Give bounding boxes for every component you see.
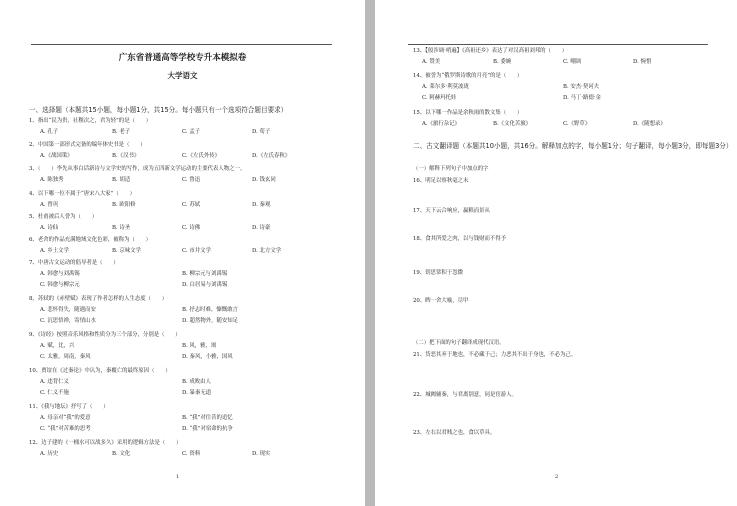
subsection-1: （一）解释下列句子中加点的字 [413, 166, 489, 172]
page-number: 2 [555, 474, 559, 480]
option-d: D. “我”对宿命的抗争 [182, 426, 233, 432]
question-stem: 11、《我与地坛》抒写了（ ） [29, 404, 109, 410]
option-b: B. 欧阳修 [112, 202, 136, 208]
option-c: C. 太雅，周南，秦风 [40, 354, 91, 360]
option-b: B. 京味文学 [112, 248, 141, 254]
header-rule [408, 44, 708, 45]
option-b: B. 柳宗元与刘禹锡 [182, 271, 228, 277]
translation-item: 16、明足以察秋毫之末 [413, 178, 469, 184]
option-a: A. 违背仁义 [40, 379, 69, 385]
question-stem: 13、【般涉调·哨遍】《高祖还乡》表达了对汉高祖刘邦的（ ） [413, 48, 568, 54]
option-d: D. 钱玄同 [252, 177, 276, 183]
translation-item: 22、城阙辅秦，与君离别意，同是宦游人。 [413, 392, 517, 398]
question-stem: 7、中唐古文运动的倡导者是（ ） [29, 260, 119, 266]
option-a: A. 莱尔多·利莫波珑 [422, 84, 469, 90]
option-c: C. 沉思悟禅，寄情山水 [40, 318, 96, 324]
option-b: B. 成败由人 [182, 379, 211, 385]
question-stem: 3、（ ）李先从事白话新诗与文学史的写作，成为五四新文学运动的主要代表人物之一。 [29, 166, 246, 172]
translation-item: 18、食其所爱之肉，以与钱财而不得予 [413, 236, 507, 242]
option-d: D. 秦风，小雅，国风 [182, 354, 233, 360]
question-stem: 12、边子建的《一桶水可以战多久》采用的逻辑方法是（ ） [29, 440, 182, 446]
option-c: C.《野草》 [563, 121, 591, 127]
option-c: C. 韩愈与柳宗元 [40, 282, 80, 288]
section-1-heading: 一、选择题（本题共15小题，每小题1分，共15分。每小题只有一个选项符合题目要求） [29, 106, 288, 114]
option-c: C. “我”对苦难的思考 [40, 426, 91, 432]
option-c: C. 阿赫玛托娃 [422, 95, 457, 101]
option-a: A. 赋，比，兴 [40, 343, 75, 349]
option-b: B. 胡适 [112, 177, 131, 183]
question-stem: 10、贾谊在《过秦论》中认为，秦覆亡的最终原因（ ） [29, 368, 171, 374]
translation-item: 19、钥思常积于忽微 [413, 270, 463, 276]
option-b: B. 文化 [112, 451, 131, 457]
option-b: B. 风，雅，颂 [182, 343, 217, 349]
page-number: 1 [176, 474, 180, 480]
option-a: A. 乡土文学 [40, 248, 69, 254]
option-a: A. 历史 [40, 451, 59, 457]
option-c: C. 苏轼 [182, 202, 201, 208]
section-2-heading: 二、古文翻译题（本题共10小题，共16分。解释加点的字，每小题1分；句子翻译，每小题3分，即每题3分） [413, 142, 733, 150]
option-a: A. 母亲对“我”的爱意 [40, 415, 91, 421]
option-d: D. 暴秦无道 [182, 390, 212, 396]
option-d: D. 惋惜 [633, 59, 652, 65]
option-b: B. 诗圣 [112, 225, 131, 231]
page-1 [0, 0, 365, 506]
option-d: D. 北方文学 [252, 248, 282, 254]
option-c: C. 嘲讽 [563, 59, 582, 65]
option-c: C. 鲁迅 [182, 177, 201, 183]
option-b: B.《文化苦旅》 [493, 121, 532, 127]
option-a: A. 陈独秀 [40, 177, 64, 183]
question-stem: 14、被誉为“俄罗斯诗歌的月亮”的是（ ） [413, 73, 523, 79]
header-rule [31, 44, 332, 45]
question-stem: 9、《诗经》按照音乐风格和性质分为三个部分，分别是（ ） [29, 332, 181, 338]
option-d: D. 白居易与刘禹锡 [182, 282, 228, 288]
exam-subtitle: 大学语文 [167, 71, 198, 80]
question-stem: 8、苏轼的《赤壁赋》表现了作者怎样的人生态度（ ） [29, 296, 168, 302]
option-d: D.《随想录》 [633, 121, 666, 127]
option-b: B.《汉书》 [112, 153, 140, 159]
translation-item: 23、左右以君贱之也，食以草具。 [413, 430, 496, 436]
subsection-2: （二）把下面的句子翻译成现代汉语。 [413, 340, 505, 346]
page-2 [375, 0, 737, 506]
question-stem: 15、以下哪一作品是余秋雨的散文集（ ） [413, 110, 523, 116]
option-a: A.《战国策》 [40, 153, 73, 159]
option-b: B. “我”对往昔的追忆 [182, 415, 233, 421]
option-d: D. 荀子 [252, 129, 271, 135]
option-d: D. 超然物外，随安知足 [182, 318, 239, 324]
option-b: B. 老子 [112, 129, 131, 135]
question-stem: 1、指出“民为贵，社稷次之，君为轻”的是（ ） [29, 118, 152, 124]
option-a: A. 韩愈与刘禹锡 [40, 271, 80, 277]
option-d: D. 秦观 [252, 202, 271, 208]
option-c: C.《左氏外传》 [182, 153, 220, 159]
option-c: C. 诗佛 [182, 225, 201, 231]
option-c: C. 孟子 [182, 129, 201, 135]
option-d: D. 诗豪 [252, 225, 271, 231]
option-a: A. 曾巩 [40, 202, 59, 208]
option-c: C. 仁义不施 [40, 390, 69, 396]
question-stem: 6、老舍的作品充满地域文化色彩，被称为（ ） [29, 237, 152, 243]
question-stem: 2、中国第一部形式完备的编年体史书是（ ） [29, 142, 146, 148]
option-a: A. 孔子 [40, 129, 59, 135]
option-d: D. 现实 [252, 451, 271, 457]
option-c: C. 资料 [182, 451, 201, 457]
exam-title: 广东省普通高等学校专升本模拟卷 [118, 53, 247, 63]
translation-item: 21、货恶其弃于地也，不必藏于己；力恶其不出于身也，不必为己。 [413, 352, 577, 358]
question-stem: 5、杜甫被后人誉为（ ） [29, 214, 98, 220]
option-d: D.《左氏春秋》 [252, 153, 291, 159]
question-stem: 4、以下哪一位不属于“唐宋八大家”（ ） [29, 191, 135, 197]
translation-item: 17、天下云合响应，赢粮而景从 [413, 208, 490, 214]
option-a: A.《旅行杂记》 [422, 121, 460, 127]
option-a: A. 悲怀得失，随遇而安 [40, 307, 96, 313]
option-b: B. 安杰·契诃夫 [563, 84, 600, 90]
option-b: B. 抒志时难，慷慨敢言 [182, 307, 238, 313]
option-d: D. 马丁·路德·金 [563, 95, 601, 101]
option-a: A. 诗仙 [40, 225, 59, 231]
option-b: B. 委婉 [493, 59, 512, 65]
translation-item: 20、睥一舍大喻，尽甲 [413, 298, 469, 304]
option-a: A. 赞美 [422, 59, 441, 65]
option-c: C. 市井文学 [182, 248, 211, 254]
